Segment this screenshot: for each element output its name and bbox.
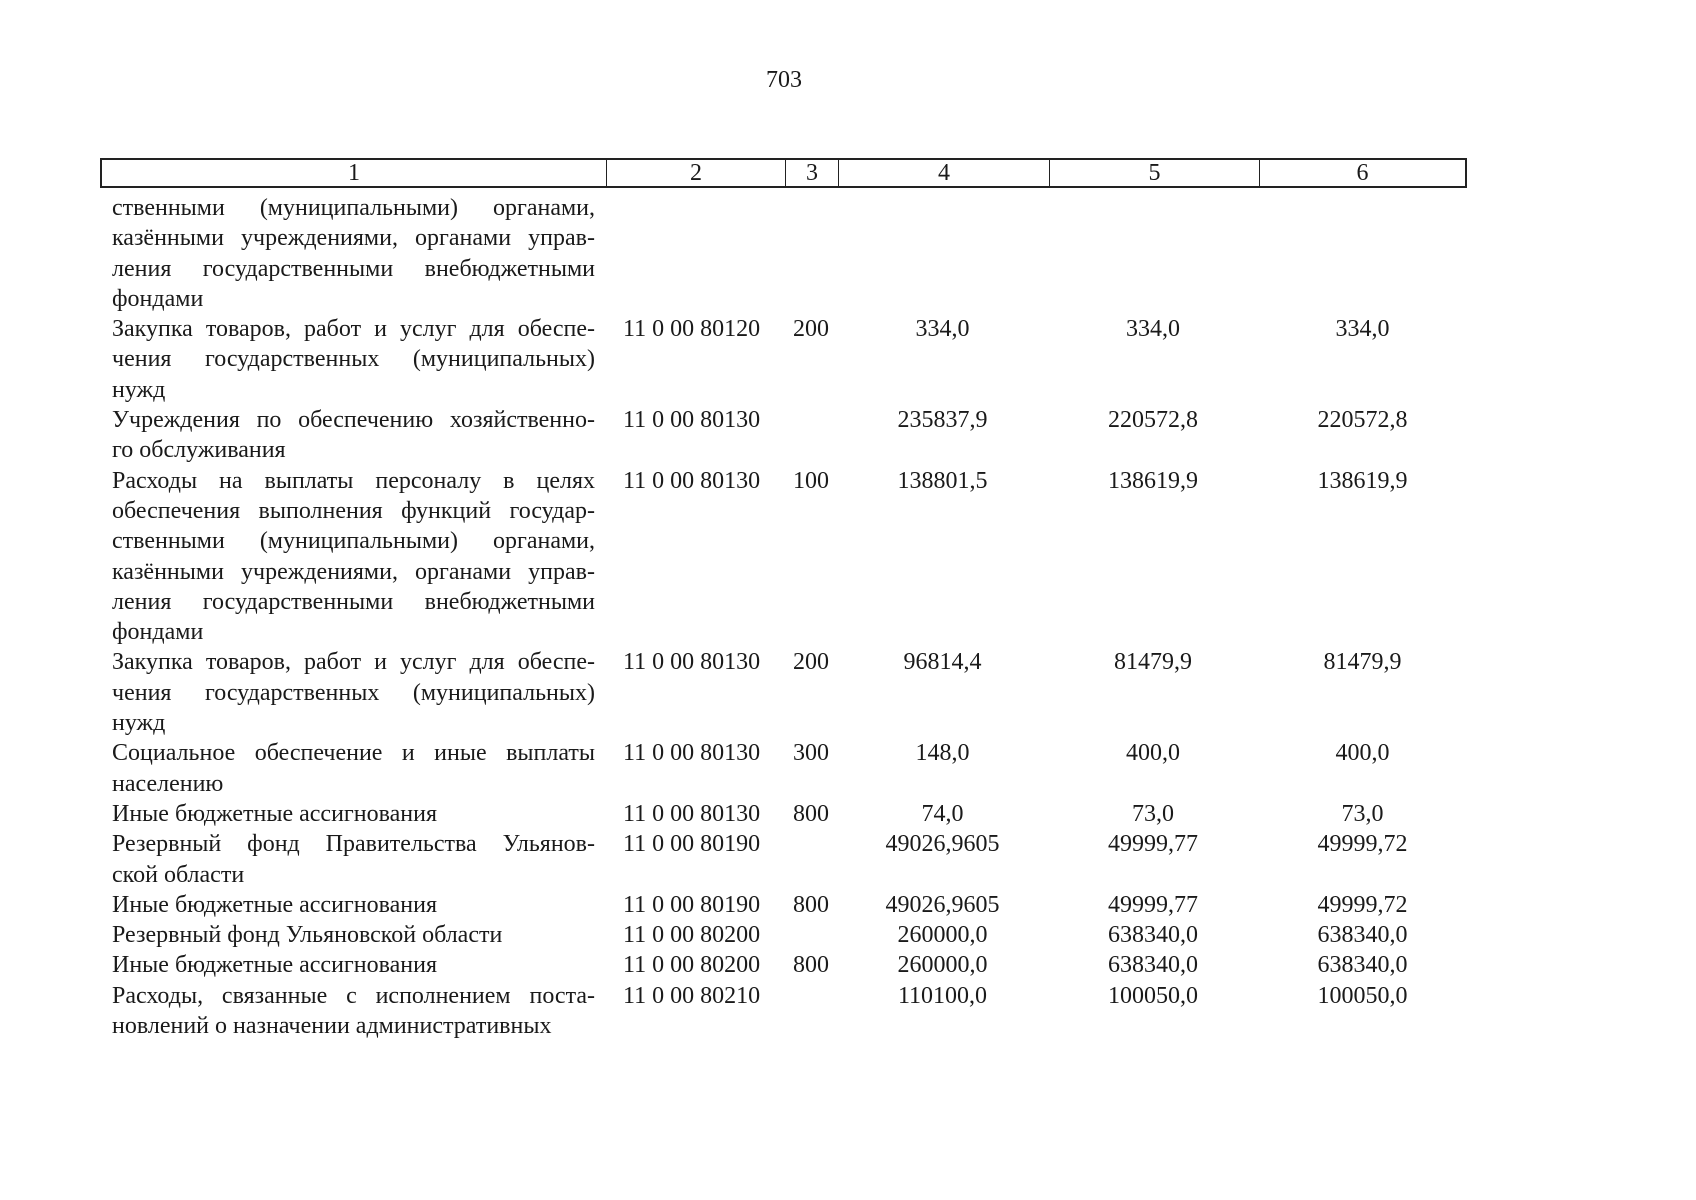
row-value-4: 110100,0 — [897, 982, 988, 1009]
row-name-line: обеспечения выполнения функций государ- — [112, 497, 595, 524]
row-code: 11 0 00 80120 — [623, 316, 761, 343]
row-name-line: нужд — [112, 710, 166, 737]
row-name-line: Резервный фонд Правительства Ульянов- — [112, 831, 595, 858]
row-value-4: 334,0 — [915, 316, 970, 343]
row-type — [784, 829, 837, 890]
row-name — [100, 981, 605, 1042]
row-value-4: 49026,9605 — [885, 891, 1000, 918]
row-name-line: ления государственными внебюджетными — [112, 255, 595, 282]
row-code: 11 0 00 80190 — [623, 831, 761, 858]
row-value-4 — [837, 193, 1048, 314]
row-value-5: 220572,8 — [1108, 407, 1198, 434]
column-header-3: 3 — [786, 160, 839, 187]
row-name-line: Расходы на выплаты персоналу в целях — [112, 467, 595, 494]
row-type — [784, 405, 837, 466]
row-name — [100, 829, 605, 890]
row-name-line: Иные бюджетные ассигнования — [112, 952, 437, 979]
row-value-6: 400,0 — [1335, 740, 1390, 767]
column-header-4: 4 — [839, 160, 1050, 187]
table-row — [100, 738, 1467, 799]
row-value-6: 49999,72 — [1317, 831, 1408, 858]
row-name-line: Учреждения по обеспечению хозяйственно- — [112, 407, 595, 434]
column-header-6: 6 — [1356, 160, 1369, 186]
row-value-6: 81479,9 — [1323, 649, 1402, 676]
table-row — [100, 950, 1467, 980]
row-value-5: 400,0 — [1126, 740, 1180, 767]
row-name-line: новлений о назначении административных — [112, 1013, 552, 1040]
row-value-6: 100050,0 — [1317, 982, 1408, 1009]
row-name-line: Закупка товаров, работ и услуг для обеспе- — [112, 316, 595, 343]
row-type: 300 — [793, 740, 829, 767]
table-row — [100, 829, 1467, 890]
row-name-line: Закупка товаров, работ и услуг для обеспе- — [112, 649, 595, 676]
row-name — [100, 193, 605, 314]
table-row — [100, 314, 1467, 405]
row-name — [100, 738, 605, 799]
table-body — [100, 193, 1467, 1041]
row-value-4: 96814,4 — [903, 649, 982, 676]
row-value-4: 235837,9 — [897, 407, 988, 434]
row-name — [100, 799, 605, 829]
row-code: 11 0 00 80200 — [623, 952, 761, 979]
row-value-5: 638340,0 — [1108, 922, 1198, 949]
row-code: 11 0 00 80130 — [623, 649, 761, 676]
row-name-line: ственными (муниципальными) органами, — [112, 195, 595, 221]
row-value-5 — [1048, 193, 1258, 314]
row-name-line: Резервный фонд Ульяновской области — [112, 922, 503, 949]
row-type: 800 — [793, 891, 829, 918]
row-type — [784, 193, 837, 314]
row-value-5: 334,0 — [1126, 316, 1180, 343]
column-header-2: 2 — [607, 160, 786, 187]
row-value-6: 638340,0 — [1317, 952, 1408, 979]
row-name — [100, 466, 605, 648]
row-type: 800 — [793, 800, 829, 827]
row-value-6: 49999,72 — [1317, 891, 1408, 918]
row-name — [100, 920, 605, 950]
row-code: 11 0 00 80210 — [623, 982, 761, 1009]
row-name — [100, 890, 605, 920]
row-value-6: 334,0 — [1335, 316, 1390, 343]
row-type: 200 — [793, 316, 829, 343]
row-value-6: 73,0 — [1341, 800, 1384, 827]
row-name-line: ской области — [112, 861, 245, 888]
row-name-line: Иные бюджетные ассигнования — [112, 891, 437, 918]
row-name-line: ления государственными внебюджетными — [112, 588, 595, 615]
row-name-line: фондами — [112, 619, 204, 646]
row-name — [100, 647, 605, 738]
row-value-4: 138801,5 — [897, 467, 988, 494]
row-name — [100, 405, 605, 466]
row-value-4: 74,0 — [921, 800, 964, 827]
row-type: 100 — [793, 467, 829, 494]
table-header — [100, 158, 1467, 188]
table-row — [100, 981, 1467, 1042]
row-value-5: 81479,9 — [1114, 649, 1192, 676]
row-name-line: ственными (муниципальными) органами, — [112, 528, 595, 555]
row-value-5: 73,0 — [1132, 800, 1174, 827]
table-row — [100, 799, 1467, 829]
column-header-1: 1 — [102, 160, 607, 187]
row-value-6: 638340,0 — [1317, 922, 1408, 949]
row-name-line: Иные бюджетные ассигнования — [112, 800, 437, 827]
row-name-line: нужд — [112, 376, 166, 403]
row-code: 11 0 00 80130 — [623, 407, 761, 434]
row-value-4: 260000,0 — [897, 952, 988, 979]
row-name-line: чения государственных (муниципальных) — [112, 679, 595, 706]
row-value-5: 49999,77 — [1108, 831, 1198, 858]
row-value-5: 138619,9 — [1108, 467, 1198, 494]
row-name-line: Социальное обеспечение и иные выплаты — [112, 740, 595, 767]
row-name-line: фондами — [112, 285, 204, 312]
row-type: 200 — [793, 649, 829, 676]
row-type — [784, 981, 837, 1042]
table-row — [100, 405, 1467, 466]
column-header-5: 5 — [1050, 160, 1260, 187]
row-code: 11 0 00 80190 — [623, 891, 761, 918]
row-code: 11 0 00 80200 — [623, 922, 761, 949]
page-number: 703 — [766, 67, 802, 93]
row-code: 11 0 00 80130 — [623, 800, 761, 827]
row-name-line: го обслуживания — [112, 437, 286, 464]
row-code: 11 0 00 80130 — [623, 467, 761, 494]
table-row — [100, 647, 1467, 738]
row-name-line: казёнными учреждениями, органами управ- — [112, 225, 595, 252]
row-name-line: казёнными учреждениями, органами управ- — [112, 558, 595, 585]
row-name-line: Расходы, связанные с исполнением поста- — [112, 982, 595, 1009]
row-value-5: 100050,0 — [1108, 982, 1198, 1009]
row-name-line: чения государственных (муниципальных) — [112, 346, 595, 373]
row-value-4: 260000,0 — [897, 922, 988, 949]
table-row — [100, 193, 1467, 314]
table-row — [100, 890, 1467, 920]
row-value-6: 220572,8 — [1317, 407, 1408, 434]
row-name — [100, 950, 605, 980]
row-value-6: 138619,9 — [1317, 467, 1408, 494]
row-value-5: 638340,0 — [1108, 952, 1198, 979]
table-row — [100, 920, 1467, 950]
row-type: 800 — [793, 952, 829, 979]
table-row — [100, 466, 1467, 648]
row-value-4: 49026,9605 — [885, 831, 1000, 858]
row-code — [605, 193, 784, 314]
row-name-line: населению — [112, 770, 224, 797]
row-value-6 — [1258, 193, 1467, 314]
row-value-5: 49999,77 — [1108, 891, 1198, 918]
row-code: 11 0 00 80130 — [623, 740, 761, 767]
row-value-4: 148,0 — [915, 740, 970, 767]
row-name — [100, 314, 605, 405]
row-type — [784, 920, 837, 950]
